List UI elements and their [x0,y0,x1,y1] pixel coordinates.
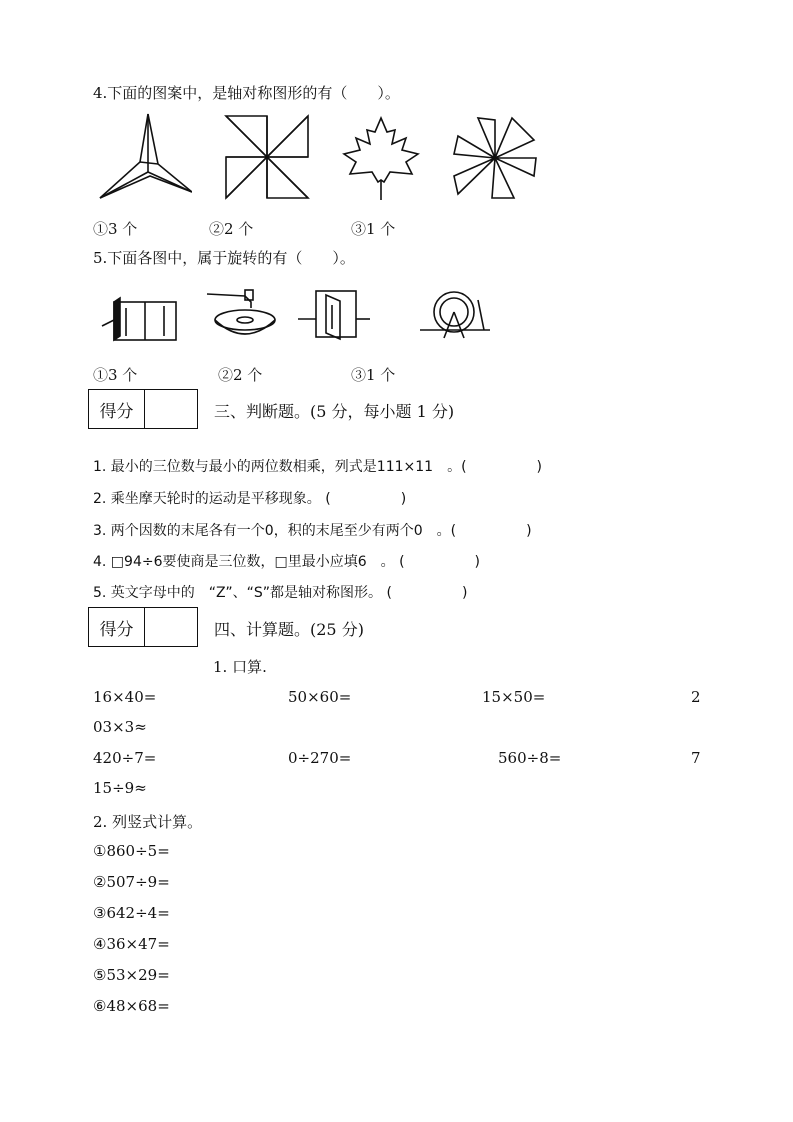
q5-option-2[interactable]: ②2 个 [218,366,263,384]
q5-stem: 5.下面各图中，属于旋转的有（ ）。 [93,249,355,267]
oral-item: 2 [691,688,701,706]
judge-item-2: 2. 乘坐摩天轮时的运动是平移现象。 ( ) [93,491,407,507]
score-blank[interactable] [145,608,197,646]
section3-score-box [88,389,198,429]
score-blank[interactable] [145,390,197,428]
three-point-star-icon [96,112,192,204]
section4-title: 四、计算题。(25 分) [214,620,364,639]
oral-item: 0÷270= [288,749,352,767]
judge-item-3: 3. 两个因数的末尾各有一个0，积的末尾至少有两个0 。( ) [93,523,532,539]
section3-title: 三、判断题。(5 分，每小题 1 分) [214,402,455,421]
oral-item-wrap: 03×3≈ [93,718,147,736]
vertical-calc-title: 2. 列竖式计算。 [93,813,203,831]
q4-option-1[interactable]: ①3 个 [93,220,138,238]
vertical-item: ⑤53×29= [93,966,170,984]
oral-item: 560÷8= [498,749,562,767]
faucet-sink-icon [205,286,279,346]
vertical-item: ⑥48×68= [93,997,170,1015]
swinging-door-icon [296,285,372,345]
vertical-item: ②507÷9= [93,873,170,891]
vertical-item: ④36×47= [93,935,170,953]
vertical-item: ①860÷5= [93,842,170,860]
q5-option-1[interactable]: ①3 个 [93,366,138,384]
q5-option-3[interactable]: ③1 个 [351,366,396,384]
judge-item-1: 1. 最小的三位数与最小的两位数相乘，列式是111×11 。( ) [93,459,542,475]
spinning-wheel-icon [414,286,494,344]
oral-item: 16×40= [93,688,157,706]
pinwheel-icon [222,112,312,202]
windmill-triangles-icon [452,114,538,202]
q4-stem: 4.下面的图案中，是轴对称图形的有（ ）。 [93,84,400,102]
judge-item-5: 5. 英文字母中的 “Z”、“S”都是轴对称图形。 ( ) [93,585,468,601]
oral-item-wrap: 15÷9≈ [93,779,147,797]
opening-book-icon [98,296,182,346]
oral-item: 7 [691,749,701,767]
maple-leaf-icon [340,116,422,202]
judge-item-4: 4. □94÷6要使商是三位数，□里最小应填6 。 ( ) [93,554,480,570]
q4-option-2[interactable]: ②2 个 [209,220,254,238]
vertical-item: ③642÷4= [93,904,170,922]
score-label: 得分 [89,608,145,646]
oral-item: 50×60= [288,688,352,706]
q4-option-3[interactable]: ③1 个 [351,220,396,238]
oral-calc-title: 1. 口算. [213,658,267,676]
score-label: 得分 [89,390,145,428]
oral-item: 15×50= [482,688,546,706]
section4-score-box [88,607,198,647]
oral-item: 420÷7= [93,749,157,767]
